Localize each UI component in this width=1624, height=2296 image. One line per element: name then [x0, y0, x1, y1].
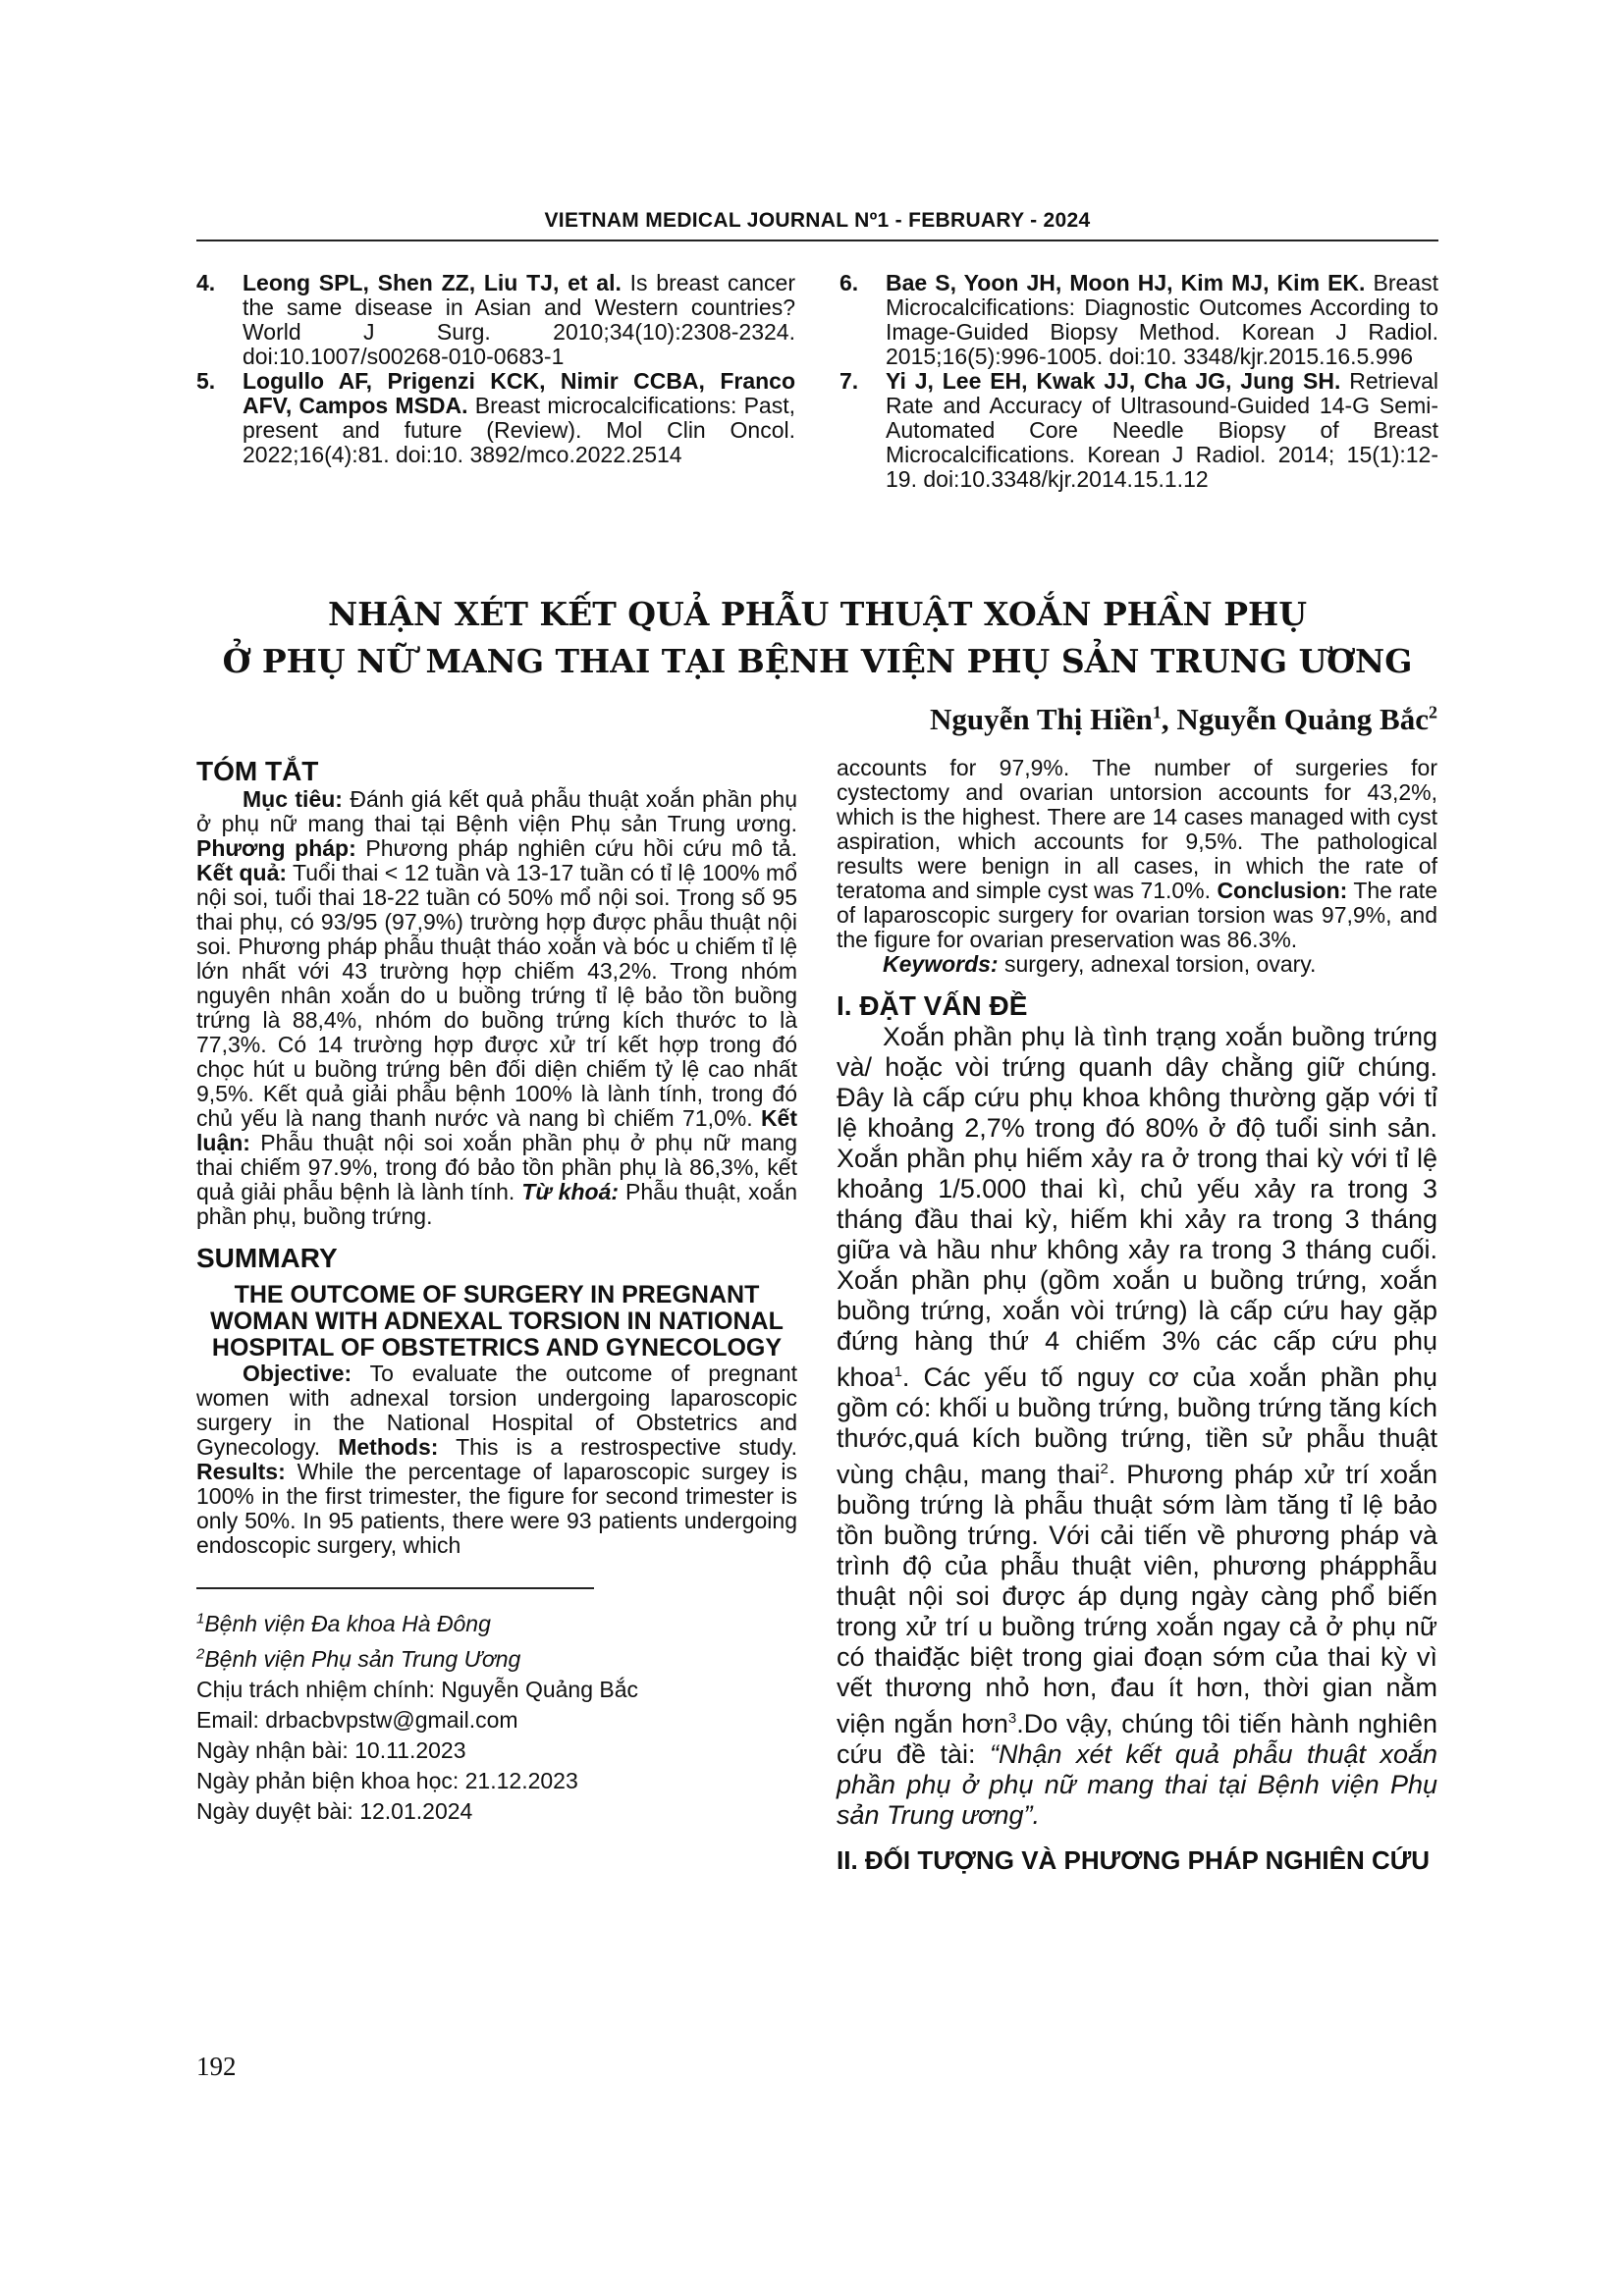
abstract-vn-text: Mục tiêu: Đánh giá kết quả phẫu thuật xoắn phần phụ ở phụ nữ mang thai tại Bệnh viện Phụ sản Trung ương. Phương pháp: Phương pháp nghiên cứu hồi cứu mô tả. Kết quả: Tuổi thai < 12 tuần và 13-17 tuần có tỉ lệ 100% mổ nội soi, tuổi thai 18-22 tuần có 50% mổ nội soi. Trong số 95 thai phụ, có 93/95 (97,9%) trường hợp được phẫu thuật nội soi. Phương pháp phẫu thuật tháo xoắn và bóc u chiếm tỉ lệ lớn nhất với 43 trường hợp chiếm 43,2%. Trong nhóm nguyên nhân xoắn do u buồng trứng tỉ lệ bảo tồn buồng trứng là 88,4%, nhóm do buồng trứng kích thước to là 77,3%. Có 14 trường hợp được xử trí kết hợp trong đó chọc hút u buồng trứng bên đối diện chiếm tỷ lệ cao nhất 9,5%. Kết quả giải phẫu bệnh 100% là lành tính, trong đó chủ yếu là nang thanh nước và nang bì chiếm 71,0%. Kết luận: Phẫu thuật nội soi xoắn phần phụ ở phụ nữ mang thai chiếm 97.9%, trong đó bảo tồn phần phụ là 86,3%, kết quả giải phẫu bệnh là lành tính. Từ khoá: Phẫu thuật, xoắn phần phụ, buồng trứng. [196, 786, 798, 1229]
reference-number: 4. [196, 270, 216, 295]
intro-heading: I. ĐẶT VẤN ĐỀ [837, 990, 1028, 1021]
footnote-received: Ngày nhận bài: 10.11.2023 [196, 1737, 466, 1764]
intro-paragraph: Xoắn phần phụ là tình trạng xoắn buồng trứng và/ hoặc vòi trứng quanh dây chằng giữ chúng. Đây là cấp cứu phụ khoa không thường gặp với tỉ lệ khoảng 2,7% trong đó 80% ở độ tuổi sinh sản. Xoắn phần phụ hiếm xảy ra ở trong thai kỳ với tỉ lệ khoảng 1/5.000 thai kì, chủ yếu xảy ra trong 3 tháng đầu thai kỳ, hiếm khi xảy ra trong 3 tháng giữa và hầu như không xảy ra trong 3 tháng cuối. Xoắn phần phụ (gồm xoắn u buồng trứng, xoắn buồng trứng, xoắn vòi trứng) là cấp cứu hay gặp đứng hàng thứ 4 chiếm 3% các cấp cứu phụ khoa$^1$. Các yếu tố nguy cơ của xoắn phần phụ gồm có: khối u buồng trứng, buồng trứng tăng kích thước,quá kích buồng trứng, tiền sử phẫu thuật vùng chậu, mang thai$^2$. Phương pháp xử trí xoắn buồng trứng là phẫu thuật sớm làm tăng tỉ lệ bảo tồn buồng trứng. Với cải tiến về phương pháp và trình độ của phẫu thuật viên, phương phápphẫu thuật nội soi được áp dụng ngày càng phổ biến trong xử trí u buồng trứng xoắn ngay cả ở phụ nữ có thaiđặc biệt trong giai đoạn sớm của thai kỳ vì vết thương nhỏ hơn, đau ít hơn, thời gian nằm viện ngắn hơn$^3$.Do vậy, chúng tôi tiến hành nghiên cứu đề tài: “Nhận xét kết quả phẫu thuật xoắn phần phụ ở phụ nữ mang thai tại Bệnh viện Phụ sản Trung ương”. [837, 1022, 1437, 1830]
reference-text: Is breast cancer the same disease in Asian and Western countries? World J Surg. 2010;34(10):2308-2324. doi:10.1007/s00268-010-0683-1 [243, 270, 795, 369]
summary-title: THE OUTCOME OF SURGERY IN PREGNANT WOMAN WITH ADNEXAL TORSION IN NATIONAL HOSPITAL OF OBSTETRICS AND GYNECOLOGY [210, 1281, 784, 1362]
reference-item [839, 271, 1438, 369]
reference-authors: Leong SPL, Shen ZZ, Liu TJ, et al. [243, 270, 622, 295]
title-line-1: NHẬN XÉT KẾT QUẢ PHẪU THUẬT XOẮN PHẦN PHỤ [328, 595, 1307, 633]
article-authors: Nguyễn Thị Hiền$^1$, Nguyễn Quảng Bắc$^2$ [930, 702, 1437, 736]
footnote-reviewed: Ngày phản biện khoa học: 21.12.2023 [196, 1768, 578, 1794]
reference-authors: Logullo AF, Prigenzi KCK, Nimir CCBA, Franco AFV, Campos MSDA. [243, 368, 795, 418]
summary-text-continued: accounts for 97,9%. The number of surgeries for cystectomy and ovarian untorsion accounts for 43,2%, which is the highest. There are 14 cases managed with cyst aspiration, which accounts for 9,5%. The pathological results were benign in all cases, in which the rate of teratoma and simple cyst was 71.0%. Conclusion: The rate of laparoscopic surgery for ovarian torsion was 97,9%, and the figure for ovarian preservation was 86.3%. [837, 755, 1437, 952]
reference-number: 5. [196, 368, 216, 394]
summary-heading: SUMMARY [196, 1243, 338, 1273]
reference-authors: Yi J, Lee EH, Kwak JJ, Cha JG, Jung SH. [886, 368, 1341, 394]
references-right [839, 271, 1438, 492]
article-title [196, 591, 1438, 685]
author-2: Nguyễn Quảng Bắc [1176, 702, 1429, 736]
reference-number: 6. [839, 270, 859, 295]
footnote-affiliation-1: $^1$Bệnh viện Đa khoa Hà Đông [196, 1610, 491, 1636]
left-column [196, 756, 797, 1827]
page-number: 192 [196, 2052, 237, 2081]
footnote-rule [196, 1587, 594, 1589]
footnote-affiliation-2: $^2$Bệnh viện Phụ sản Trung Ương [196, 1645, 521, 1673]
reference-item [196, 369, 795, 467]
author-2-affiliation: 2 [1429, 702, 1437, 722]
reference-text: Retrieval Rate and Accuracy of Ultrasound-Guided 14-G Semi-Automated Core Needle Biopsy of Breast Microcalcifications. Korean J Radiol. 2014; 15(1):12-19. doi:10.3348/kjr.2014.15.1.12 [886, 368, 1438, 492]
reference-text: Breast microcalcifications: Past, present and future (Review). Mol Clin Oncol. 2022;16(4):81. doi:10. 3892/mco.2022.2514 [243, 393, 795, 467]
references-left [196, 271, 795, 467]
summary-text: Objective: To evaluate the outcome of pregnant women with adnexal torsion undergoing laparoscopic surgery in the National Hospital of Obstetrics and Gynecology. Methods: This is a restrospective study. Results: While the percentage of laparoscopic surgey is 100% in the first trimester, the figure for second trimester is only 50%. In 95 patients, there were 93 patients undergoing endoscopic surgery, which [196, 1361, 797, 1558]
reference-item [839, 369, 1438, 492]
section-2-heading: II. ĐỐI TƯỢNG VÀ PHƯƠNG PHÁP NGHIÊN CỨU [837, 1845, 1431, 1875]
reference-text: Breast Microcalcifications: Diagnostic Outcomes According to Image-Guided Biopsy Method. Korean J Radiol. 2015;16(5):996-1005. doi:10. 3348/kjr.2015.16.5.996 [886, 270, 1438, 369]
footnotes [196, 1603, 797, 1827]
abstract-heading: TÓM TẮT [196, 756, 319, 786]
reference-item [196, 271, 795, 369]
footnote-responsible: Chịu trách nhiệm chính: Nguyễn Quảng Bắc [196, 1677, 639, 1703]
summary-keywords: Keywords: surgery, adnexal torsion, ovary. [883, 951, 1317, 977]
title-line-2: Ở PHỤ NỮ MANG THAI TẠI BỆNH VIỆN PHỤ SẢN TRUNG ƯƠNG [222, 642, 1413, 680]
right-column [837, 756, 1437, 1876]
journal-header: VIETNAM MEDICAL JOURNAL Nº1 - FEBRUARY - 2024 [544, 209, 1091, 232]
footnote-accepted: Ngày duyệt bài: 12.01.2024 [196, 1798, 473, 1825]
reference-number: 7. [839, 368, 859, 394]
footnote-email: Email: drbacbvpstw@gmail.com [196, 1707, 518, 1734]
header-rule [196, 240, 1438, 241]
author-1-affiliation: 1 [1152, 702, 1162, 722]
author-1: Nguyễn Thị Hiền [930, 702, 1153, 736]
reference-authors: Bae S, Yoon JH, Moon HJ, Kim MJ, Kim EK. [886, 270, 1366, 295]
